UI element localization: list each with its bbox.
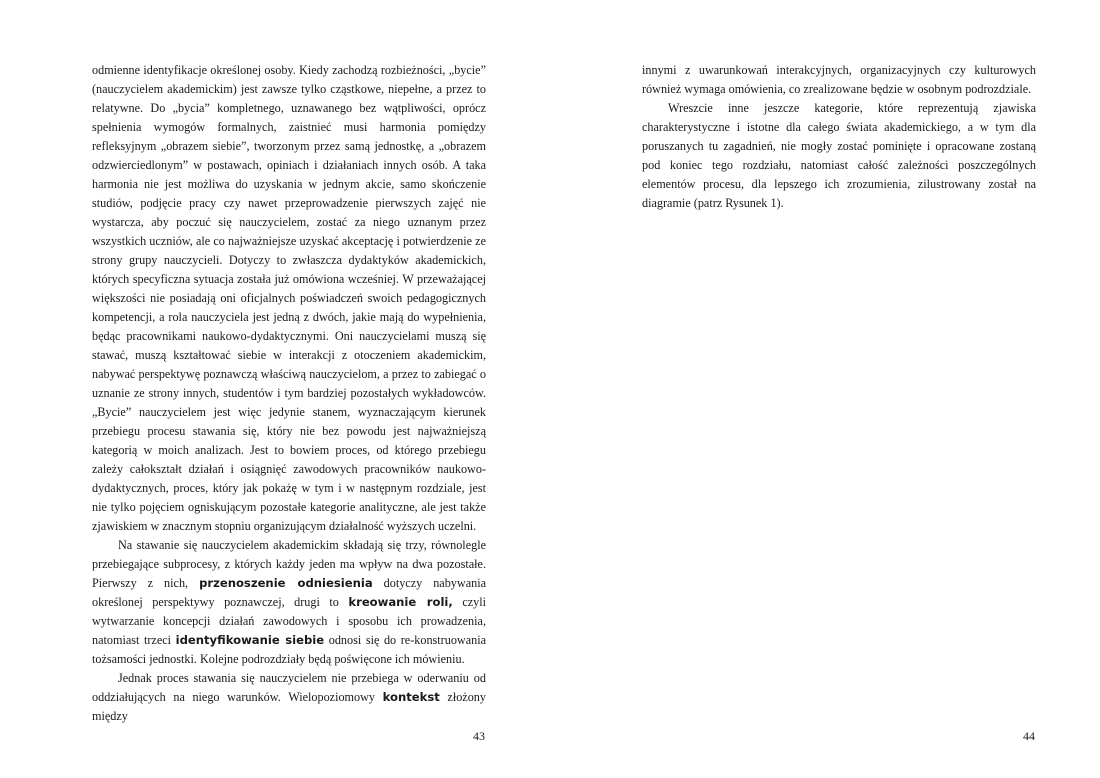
left-page-text-column (92, 61, 486, 726)
page-number-right: 44 (1023, 729, 1035, 743)
term-kontekst: kontekst (382, 690, 440, 704)
paragraph-3-text-2: złożony między (92, 690, 486, 723)
paragraph-2-text-1: Na stawanie się nauczycielem akademickim składają się trzy, równolegle przebiegające subprocesy, z których każdy jeden ma wpływ na dwa pozostałe. Pierwszy z nich, (92, 538, 486, 590)
right-page (550, 0, 1100, 778)
term-identyfikowanie-siebie: identyfikowanie siebie (175, 633, 325, 647)
paragraph-2-text-4: odnosi się do re-konstruowania tożsamości jednostki. Kolejne podrozdziały będą poświęcone ich mówieniu. (92, 633, 487, 666)
paragraph-2-text-3: czyli wytwarzanie koncepcji działań zawodowych i sposobu ich prowadzenia, natomiast trzeci (92, 595, 487, 647)
page-number-left: 43 (473, 729, 485, 743)
paragraph-1: innymi z uwarunkowań interakcyjnych, organizacyjnych czy kulturowych również wymaga omówienia, co zrealizowane będzie w osobnym podrozdziale. (642, 63, 1036, 96)
paragraph-3 (92, 669, 486, 726)
paragraph-1: odmienne identyfikacje określonej osoby. Kiedy zachodzą rozbieżności, „bycie” (nauczycielem akademickim) jest zawsze tylko cząstkowe, niepełne, a przez to relatywne. Do „bycia” kompletnego, uznawanego bez wątpliwości, oprócz spełnienia wymogów formalnych, zaistnieć musi harmonia pomiędzy refleksyjnym „obrazem siebie”, tworzonym przez samą jednostkę, a „obrazem odzwierciedlonym” w postawach, opiniach i działaniach innych osób. A taka harmonia nie jest możliwa do uzyskania w jednym akcie, samo skończenie studiów, podjęcie pracy czy nawet przeprowadzenie pierwszych zajęć nie wystarcza, aby poczuć się nauczycielem, zostać za niego uznanym przez wszystkich uczniów, ale co najważniejsze uzyskać akceptację i potwierdzenie ze strony grupy nauczycieli. Dotyczy to zwłaszcza dydaktyków akademickich, których specyficzna sytuacja została już omówiona wcześniej. W przeważającej większości nie posiadają oni oficjalnych poświadczeń swoich pedagogicznych kompetencji, a rola nauczyciela jest jedną z dwóch, jakie mają do wypełnienia, będąc pracownikami naukowo-dydaktycznymi. Oni nauczycielami muszą się stawać, muszą kształtować siebie w interakcji z otoczeniem akademickim, nabywać perspektywę poznawczą właściwą nauczycielom, a przez to zabiegać o uznanie ze strony innych, studentów i tym bardziej pozostałych wykładowców. „Bycie” nauczycielem jest więc jedynie stanem, wyznaczającym kierunek przebiegu procesu stawania się, który nie bez powodu jest najważniejszą kategorią w moich analizach. Jest to bowiem proces, od którego przebiegu zależy całokształt działań i osiągnięć zawodowych pracowników naukowo-dydaktycznych, proces, który jak pokażę w tym i w następnym rozdziale, jest nie tylko pojęciem ogniskującym pozostałe kategorie analityczne, ale jest także zjawiskiem w znacznym stopniu organizującym działalność wyższych uczelni. (92, 63, 486, 533)
paragraph-2 (92, 536, 486, 669)
term-przenoszenie-odniesienia: przenoszenie odniesienia (199, 576, 373, 590)
right-page-text-column (642, 61, 1036, 213)
term-kreowanie-roli: kreowanie roli, (348, 595, 453, 609)
paragraph-2-text-2: dotyczy nabywania określonej perspektywy poznawczej, drugi to (92, 576, 486, 609)
paragraph-2: Wreszcie inne jeszcze kategorie, które reprezentują zjawiska charakterystyczne i istotne dla całego świata akademickiego, a w tym dla poruszanych tu zagadnień, nie mogły zostać pominięte i opracowane zostaną pod koniec tego rozdziału, natomiast całość zależności poszczególnych elementów procesu, dla lepszego ich zrozumienia, zilustrowany został na diagramie (patrz Rysunek 1). (642, 101, 1036, 210)
paragraph-3-text-1: Jednak proces stawania się nauczycielem nie przebiega w oderwaniu od oddziałujących na niego warunków. Wielopoziomowy (92, 671, 486, 704)
